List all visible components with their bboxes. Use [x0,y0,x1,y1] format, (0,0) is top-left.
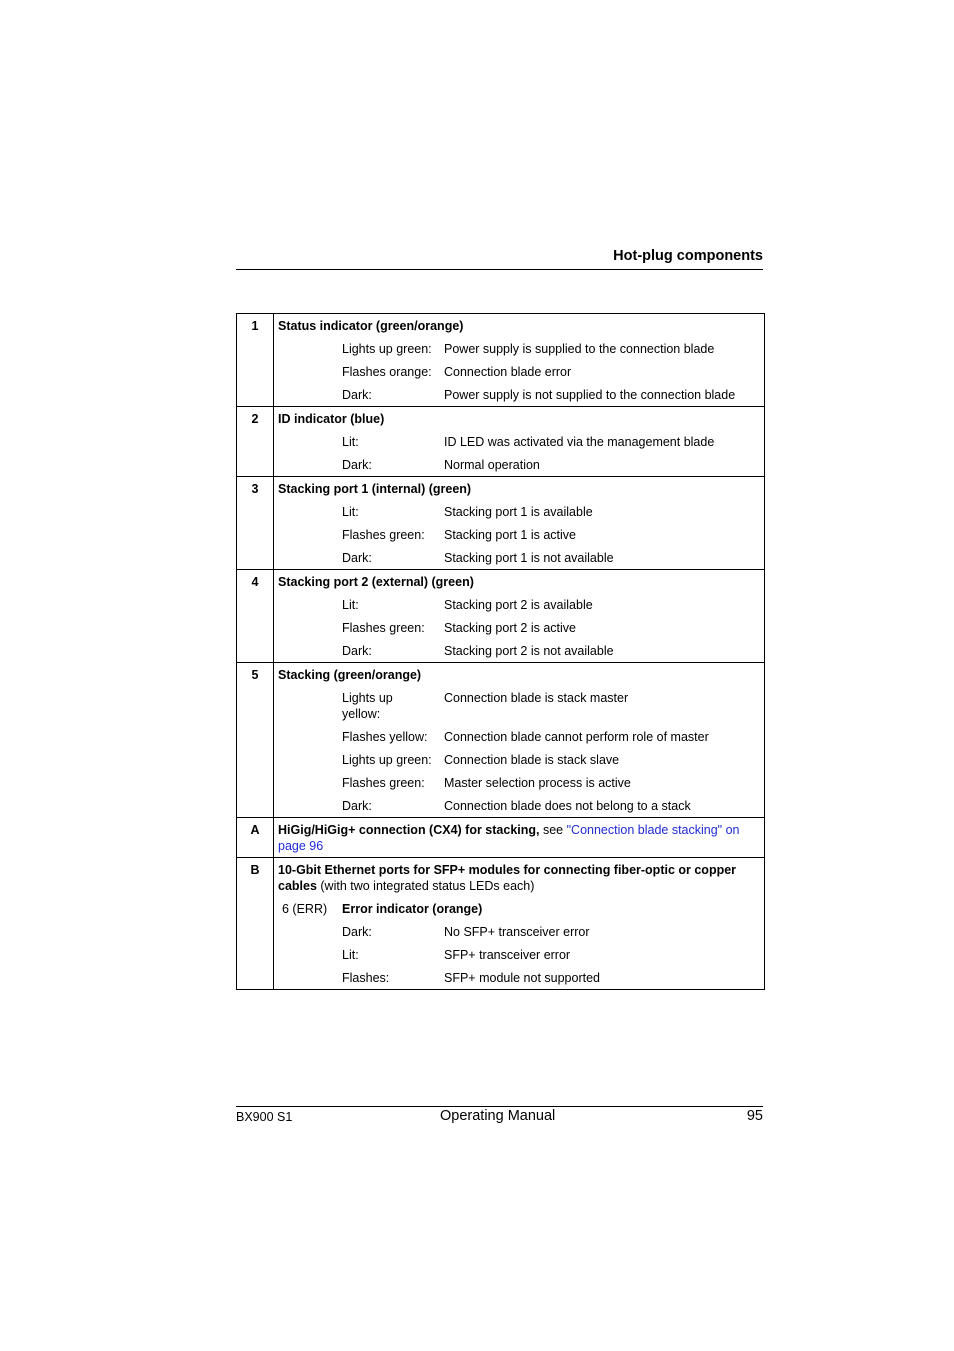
status-item [278,924,760,940]
status-meaning: Stacking port 1 is available [444,505,593,519]
row-key: 3 [237,477,274,570]
status-state: Lights up green: [342,342,432,356]
table-row [237,570,765,663]
status-state: Flashes green: [342,528,425,542]
status-state: Flashes yellow: [342,730,428,744]
status-meaning: Stacking port 1 is not available [444,551,614,565]
status-meaning: Power supply is supplied to the connection blade [444,342,715,356]
table-row [237,407,765,477]
status-state: Lights up green: [342,753,432,767]
row-key: 5 [237,663,274,818]
status-state: Dark: [342,925,372,939]
header-divider [236,269,763,270]
status-state: Dark: [342,799,372,813]
status-item [278,364,760,380]
status-meaning: Connection blade is stack master [444,691,629,705]
status-item [278,729,760,745]
table-row [237,477,765,570]
status-meaning: ID LED was activated via the management blade [444,435,715,449]
row-heading: 10-Gbit Ethernet ports for SFP+ modules for connecting fiber-optic or copper cables [278,863,737,893]
status-meaning: Connection blade cannot perform role of master [444,730,709,744]
status-state: Dark: [342,388,372,402]
status-meaning: Stacking port 2 is available [444,598,593,612]
status-item [278,527,760,543]
status-state: Lit: [342,948,359,962]
status-state: Lit: [342,598,359,612]
row-heading: ID indicator (blue) [278,412,385,426]
table-row [237,314,765,407]
row-heading: Stacking (green/orange) [278,668,422,682]
row-heading: Status indicator (green/orange) [278,319,464,333]
status-meaning: No SFP+ transceiver error [444,925,590,939]
table-row [237,663,765,818]
status-item [278,970,760,986]
footer-document-title: Operating Manual [440,1108,556,1124]
row-heading: Stacking port 1 (internal) (green) [278,482,472,496]
status-state: Lit: [342,435,359,449]
status-state: Flashes: [342,971,390,985]
status-meaning: Stacking port 2 is not available [444,644,614,658]
footer-divider [236,1106,763,1107]
status-item [278,434,760,450]
status-meaning: SFP+ module not supported [444,971,600,985]
sub-indicator-header [278,901,760,917]
status-item [278,690,760,722]
page-header-title: Hot-plug components [613,248,763,264]
status-item [278,550,760,566]
status-item [278,947,760,963]
status-meaning: Stacking port 2 is active [444,621,577,635]
sub-indicator-code: 6 (ERR) [282,902,328,916]
status-item [278,387,760,403]
status-item [278,643,760,659]
led-legend-table [236,313,765,990]
status-state: Flashes orange: [342,365,432,379]
table-row [237,858,765,990]
status-item [278,798,760,814]
row-heading: Stacking port 2 (external) (green) [278,575,474,589]
row-key: 2 [237,407,274,477]
status-state: Flashes green: [342,776,425,790]
status-state: Dark: [342,644,372,658]
status-item [278,752,760,768]
row-note: (with two integrated status LEDs each) [316,879,535,893]
status-state: Lights up yellow: [342,691,393,721]
status-item [278,457,760,473]
status-meaning: Stacking port 1 is active [444,528,577,542]
status-meaning: Connection blade is stack slave [444,753,620,767]
row-key: 1 [237,314,274,407]
status-meaning: Power supply is not supplied to the connection blade [444,388,736,402]
status-item [278,504,760,520]
status-state: Flashes green: [342,621,425,635]
table-row [237,818,765,858]
row-key: B [237,858,274,990]
row-description [278,822,760,854]
status-meaning: Master selection process is active [444,776,631,790]
status-item [278,775,760,791]
see-text: see [539,823,567,837]
status-meaning: Connection blade error [444,365,572,379]
row-key: 4 [237,570,274,663]
sub-indicator-heading: Error indicator (orange) [342,902,483,916]
status-state: Lit: [342,505,359,519]
footer-product: BX900 S1 [236,1110,293,1124]
row-heading: HiGig/HiGig+ connection (CX4) for stacking, [278,823,540,837]
cross-reference-link[interactable]: "Connection blade stacking" on page 96 [278,823,740,853]
status-state: Dark: [342,458,372,472]
page-number: 95 [746,1108,763,1124]
status-state: Dark: [342,551,372,565]
status-item [278,341,760,357]
status-meaning: SFP+ transceiver error [444,948,571,962]
status-item [278,620,760,636]
status-item [278,597,760,613]
status-meaning: Connection blade does not belong to a stack [444,799,691,813]
status-meaning: Normal operation [444,458,540,472]
row-key: A [237,818,274,858]
row-description [278,862,760,894]
